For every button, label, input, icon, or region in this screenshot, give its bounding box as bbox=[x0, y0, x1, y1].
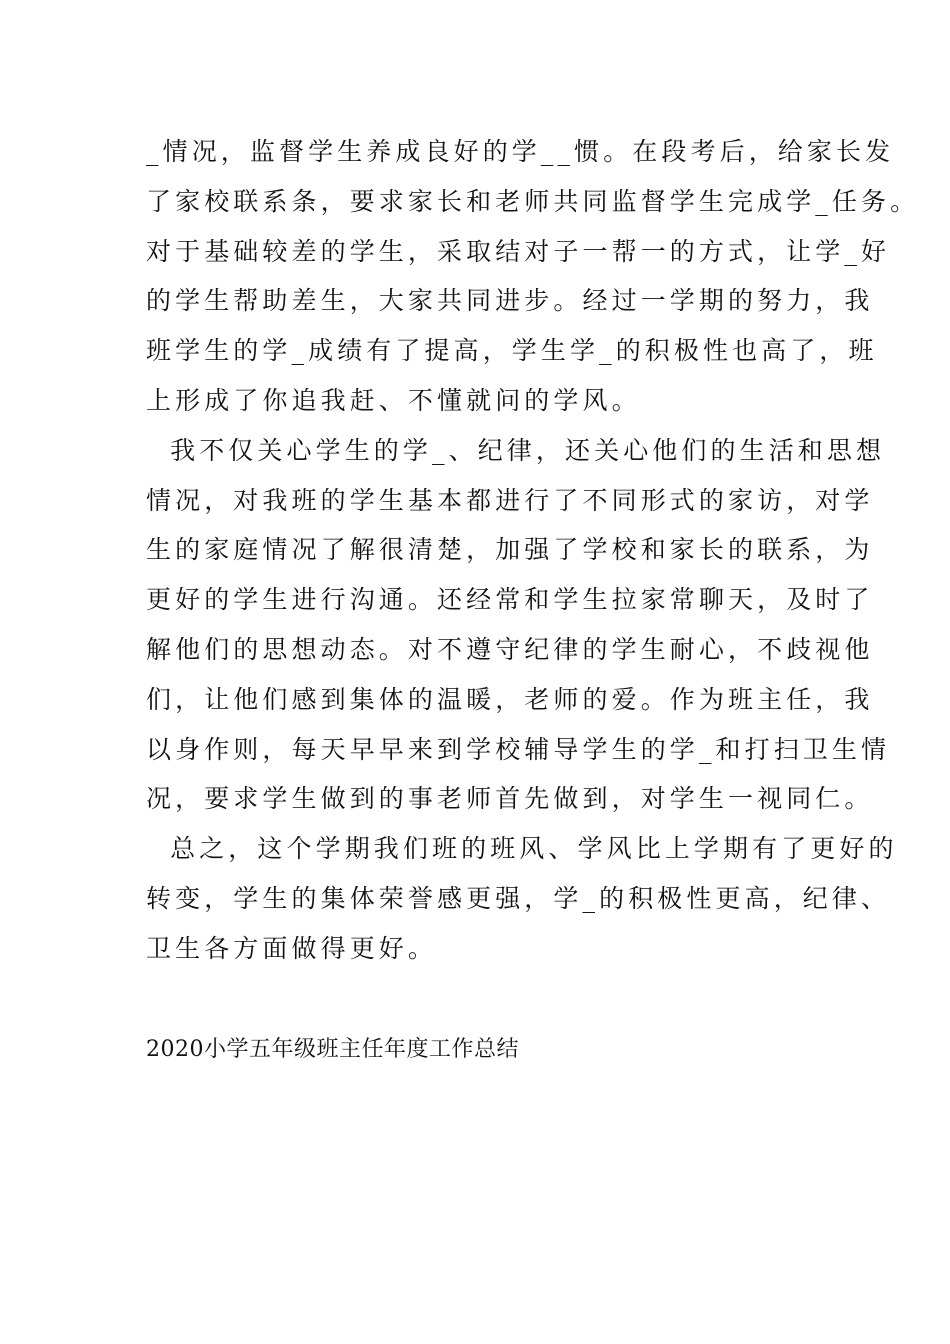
paragraph-line: 转变，学生的集体荣誉感更强，学_的积极性更高，纪律、 bbox=[146, 884, 891, 913]
paragraph-line: 班学生的学_成绩有了提高，学生学_的积极性也高了，班 bbox=[146, 336, 878, 365]
paragraph-line: 们，让他们感到集体的温暖，老师的爱。作为班主任，我 bbox=[146, 685, 874, 714]
paragraph-line: 卫生各方面做得更好。 bbox=[146, 934, 438, 963]
paragraph-line: 生的家庭情况了解很清楚，加强了学校和家长的联系，为 bbox=[146, 535, 874, 564]
paragraph-line: 更好的学生进行沟通。还经常和学生拉家常聊天，及时了 bbox=[146, 585, 874, 614]
paragraph-line: 以身作则，每天早早来到学校辅导学生的学_和打扫卫生情 bbox=[146, 735, 891, 764]
paragraph-line: 上形成了你追我赶、不懂就问的学风。 bbox=[146, 386, 641, 415]
paragraph-line: 我不仅关心学生的学_、纪律，还关心他们的生活和思想 bbox=[146, 436, 886, 465]
paragraph-line: 总之，这个学期我们班的班风、学风比上学期有了更好的 bbox=[146, 834, 898, 863]
paragraph-line: 的学生帮助差生，大家共同进步。经过一学期的努力，我 bbox=[146, 286, 874, 315]
paragraph-line: _情况，监督学生养成良好的学__惯。在段考后，给家长发 bbox=[146, 137, 895, 166]
paragraph-line: 情况，对我班的学生基本都进行了不同形式的家访，对学 bbox=[146, 486, 874, 515]
paragraph-line: 况，要求学生做到的事老师首先做到，对学生一视同仁。 bbox=[146, 784, 874, 813]
document-title: 2020小学五年级班主任年度工作总结 bbox=[146, 1037, 519, 1062]
paragraph-line: 了家校联系条，要求家长和老师共同监督学生完成学_任务。 bbox=[146, 187, 920, 216]
paragraph-line: 对于基础较差的学生，采取结对子一帮一的方式，让学_好 bbox=[146, 237, 891, 266]
paragraph-line: 解他们的思想动态。对不遵守纪律的学生耐心，不歧视他 bbox=[146, 635, 874, 664]
